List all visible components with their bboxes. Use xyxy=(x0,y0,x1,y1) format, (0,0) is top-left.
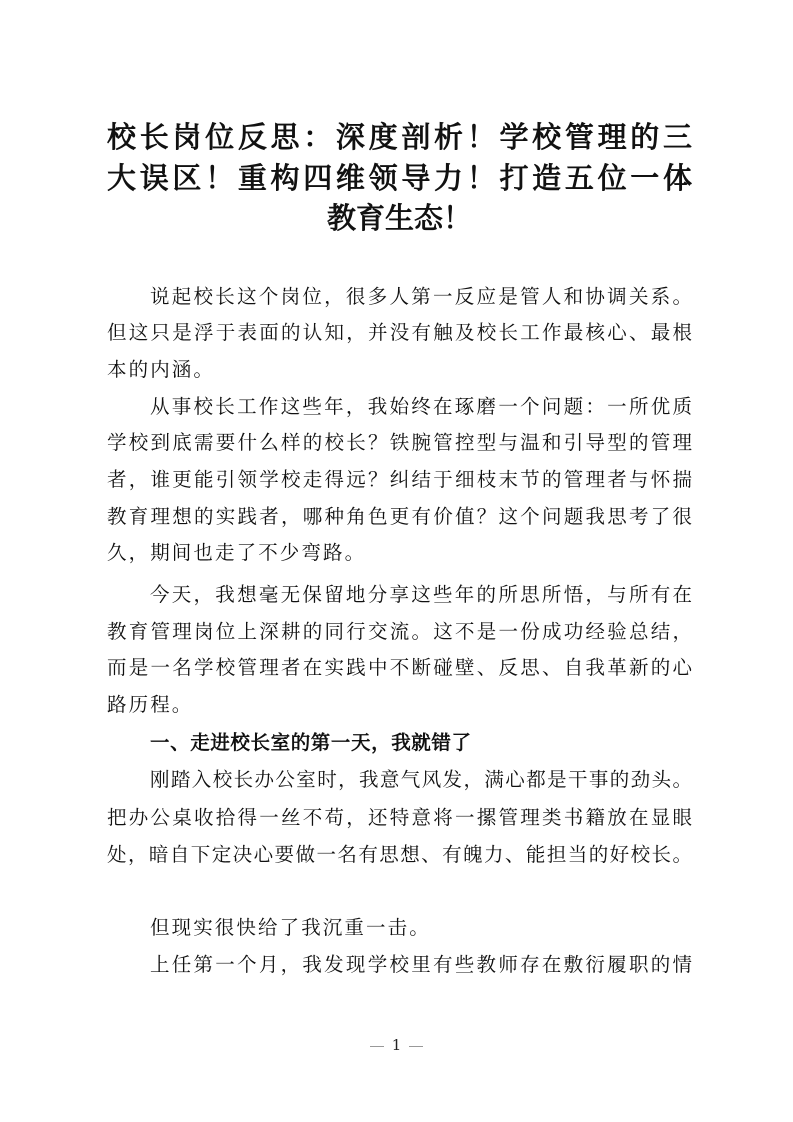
text-line: 者，谁更能引领学校走得远？纠结于细枝末节的管理者与怀揣 xyxy=(107,468,692,491)
page-number: 1 xyxy=(391,1036,402,1054)
text-line: 教育管理岗位上深耕的同行交流。这不是一份成功经验总结， xyxy=(107,620,692,643)
section-heading: 一、走进校长室的第一天，我就错了 xyxy=(150,731,472,754)
text-line: 上任第一个月，我发现学校里有些教师存在敷衍履职的情 xyxy=(150,953,692,976)
text-line: 今天，我想毫无保留地分享这些年的所思所悟，与所有在 xyxy=(150,583,692,606)
text-line: 但现实很快给了我沉重一击。 xyxy=(150,916,431,939)
text-line: 但这只是浮于表面的认知，并没有触及校长工作最核心、最根 xyxy=(107,321,692,344)
text-line: 久，期间也走了不少弯路。 xyxy=(107,541,367,564)
page-footer xyxy=(0,1036,793,1054)
text-line: 而是一名学校管理者在实践中不断碰壁、反思、自我革新的心 xyxy=(107,656,692,679)
text-line: 处，暗自下定决心要做一名有思想、有魄力、能担当的好校长。 xyxy=(107,843,692,866)
text-line: 把办公桌收拾得一丝不苟，还特意将一摞管理类书籍放在显眼 xyxy=(107,806,692,829)
text-line: 路历程。 xyxy=(107,693,194,716)
text-line: 本的内涵。 xyxy=(107,358,216,381)
title-line: 大误区！重构四维领导力！打造五位一体 xyxy=(107,161,692,195)
title-line: 校长岗位反思：深度剖析！学校管理的三 xyxy=(107,120,692,154)
text-line: 从事校长工作这些年，我始终在琢磨一个问题：一所优质 xyxy=(150,395,692,418)
dash-divider xyxy=(409,1046,423,1047)
text-line: 刚踏入校长办公室时，我意气风发，满心都是干事的劲头。 xyxy=(150,768,692,791)
text-line: 学校到底需要什么样的校长？铁腕管控型与温和引导型的管理 xyxy=(107,431,692,454)
dash-divider xyxy=(370,1046,384,1047)
text-line: 说起校长这个岗位，很多人第一反应是管人和协调关系。 xyxy=(150,285,692,308)
title-line: 教育生态！ xyxy=(326,201,472,235)
text-line: 教育理想的实践者，哪种角色更有价值？这个问题我思考了很 xyxy=(107,505,692,528)
